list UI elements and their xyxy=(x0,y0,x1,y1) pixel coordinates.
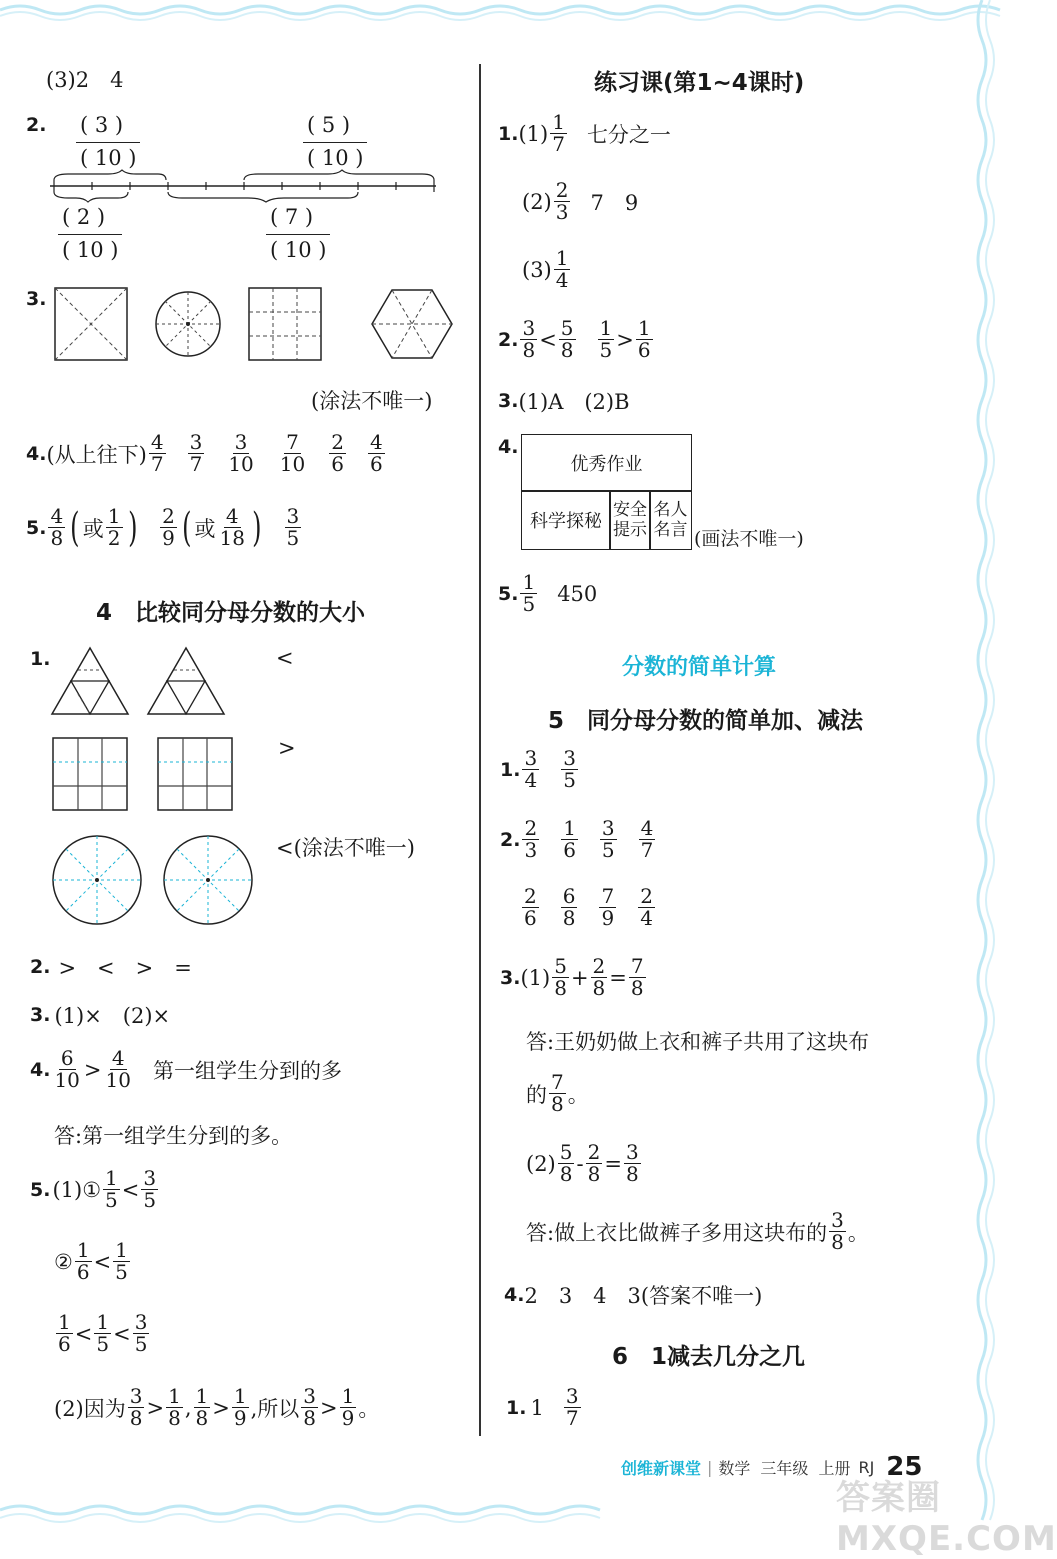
s4q4-text: 第一组学生分到的多 xyxy=(152,1058,342,1083)
column-divider xyxy=(479,64,481,1436)
s5q1-frac: $\frac{3}{5}$ xyxy=(563,746,576,792)
s4q5-p2: ② xyxy=(54,1249,73,1274)
rq1-p2: (2) xyxy=(522,189,552,214)
s4q5-p3: (2)因为 xyxy=(54,1396,126,1421)
section4-title: 4 比较同分母分数的大小 xyxy=(96,600,366,626)
s5q2-number: 2. xyxy=(500,828,521,851)
s4q5-frac: $\frac{1}{5}$ xyxy=(115,1238,128,1284)
q5-frac: $\frac{2}{9}$ xyxy=(162,504,175,550)
circle-eighths-right xyxy=(164,836,252,924)
q5-or: 或 xyxy=(82,516,104,541)
rq1-row-3 xyxy=(522,248,572,291)
square-diagonals-shape xyxy=(55,288,127,360)
s4q2-number: 2. xyxy=(30,956,51,978)
q4-frac: $\frac{2}{6}$ xyxy=(331,430,344,476)
s4q5-row-4 xyxy=(54,1386,379,1429)
s5q2-frac: $\frac{2}{3}$ xyxy=(524,816,538,862)
s5q3-p2: (2) xyxy=(526,1151,556,1176)
s5q3-frac: $\frac{7}{8}$ xyxy=(551,1070,564,1116)
section6-title: 6 1减去几分之几 xyxy=(612,1344,806,1370)
s4q4-frac: $\frac{6}{10}$ xyxy=(54,1046,80,1092)
s4q5-gt: > xyxy=(146,1395,165,1420)
s5q3-answer-1: 答:王奶奶做上衣和裤子共用了这块布 xyxy=(526,1030,870,1054)
s5q2-frac: $\frac{2}{6}$ xyxy=(524,884,537,930)
q5-or: 或 xyxy=(194,516,216,541)
s5q3-frac: $\frac{2}{8}$ xyxy=(587,1140,601,1186)
rq4-cell-2: 安全提示 xyxy=(609,490,651,550)
rq1-number: 1. xyxy=(498,122,519,145)
triangle-quarters-right xyxy=(148,648,224,714)
s5q2-row-1 xyxy=(500,818,657,861)
q5-row: 5. $\frac{4}{8}$ ( 或 $\frac{1}{2}$ ) $\frac{2}{9}$ ( 或 $\frac{4}{18}$ ) $\frac{3}{5}$ xyxy=(26,504,300,551)
rq1-row-2 xyxy=(522,180,638,223)
footer-subject: 数学 xyxy=(718,1458,751,1478)
q2-bot-a-num: ( 2 ) xyxy=(58,202,122,235)
s5q4-text: 2 3 4 3(答案不唯一) xyxy=(524,1284,763,1308)
s5q3-row-2 xyxy=(526,1142,643,1185)
page-number: 25 xyxy=(886,1452,923,1482)
practice-title: 练习课(第1~4课时) xyxy=(594,70,805,96)
s4q4-row xyxy=(30,1048,342,1091)
q4-frac: $\frac{4}{6}$ xyxy=(369,430,383,476)
s4q4-number: 4. xyxy=(30,1058,51,1081)
footer-grade: 三年级 xyxy=(760,1458,809,1478)
s4q5-row-2 xyxy=(54,1240,132,1283)
rq2-lt: < xyxy=(539,327,557,352)
q2-number: 2. xyxy=(26,114,47,136)
q2-top-b xyxy=(303,110,367,174)
s5q3-answer-1b xyxy=(526,1072,589,1115)
s4q5-lt: < xyxy=(74,1321,93,1346)
rq2-frac: $\frac{3}{8}$ xyxy=(522,316,536,362)
q4-row xyxy=(26,432,387,475)
circle-eighths-left xyxy=(53,836,141,924)
q2-top-b-num: ( 5 ) xyxy=(303,110,367,143)
q4-prefix: (从上往下) xyxy=(46,442,147,467)
s5q2-frac: $\frac{3}{5}$ xyxy=(601,816,615,862)
rect-grid-shapes xyxy=(52,736,236,812)
s5q3-ans2: 答:做上衣比做裤子多用这块布的 xyxy=(526,1220,828,1245)
s5q3-frac: $\frac{5}{8}$ xyxy=(554,954,567,1000)
s5q1-number: 1. xyxy=(500,758,521,781)
s4q5-frac: $\frac{3}{8}$ xyxy=(303,1384,317,1430)
s5q3-number: 3. xyxy=(500,966,521,989)
q5-frac: $\frac{4}{8}$ xyxy=(50,504,64,550)
s4q4-frac: $\frac{4}{10}$ xyxy=(105,1046,131,1092)
s4q5-frac: $\frac{1}{5}$ xyxy=(105,1166,118,1212)
rq4-cell-3: 名人名言 xyxy=(649,490,692,550)
q2-top-a-num: ( 3 ) xyxy=(76,110,140,143)
q2-top-a xyxy=(76,110,140,174)
s5q2-frac: $\frac{2}{4}$ xyxy=(640,884,653,930)
q4-frac: $\frac{4}{7}$ xyxy=(150,430,164,476)
rect-grid-left xyxy=(53,738,127,810)
s5q3-answer-2 xyxy=(526,1210,869,1253)
s4q5-frac: $\frac{3}{5}$ xyxy=(134,1310,148,1356)
s4q3-number: 3. xyxy=(30,1004,51,1026)
footer-edition: RJ xyxy=(858,1457,875,1477)
q5-frac: $\frac{4}{18}$ xyxy=(219,504,245,550)
s5q3-frac: $\frac{7}{8}$ xyxy=(630,954,644,1000)
rq3-text: (1)A (2)B xyxy=(518,390,630,414)
s5q2-frac: $\frac{7}{9}$ xyxy=(601,884,615,930)
rq5-frac: $\frac{1}{5}$ xyxy=(522,570,536,616)
triangle-shapes xyxy=(52,646,232,718)
rq5-row xyxy=(498,572,597,615)
q2-bot-b-num: ( 7 ) xyxy=(266,202,330,235)
s4q5-frac: $\frac{3}{5}$ xyxy=(143,1166,157,1212)
s4q5-number: 5. xyxy=(30,1178,51,1201)
rq1-frac: $\frac{2}{3}$ xyxy=(555,178,569,224)
s4q1-number: 1. xyxy=(30,648,51,670)
rect-grid-right xyxy=(158,738,232,810)
q3-number: 3. xyxy=(26,288,47,310)
rq1-frac: $\frac{1}{7}$ xyxy=(552,110,565,156)
s5q3-eq: = xyxy=(609,965,627,990)
s4q5-lt: < xyxy=(113,1321,131,1346)
rq4-cell-1: 科学探秘 xyxy=(521,490,611,550)
s4q5-row-3 xyxy=(54,1312,151,1355)
s4q5-p1: (1)① xyxy=(52,1177,102,1202)
s4q5-lt: < xyxy=(93,1249,112,1274)
rq1-row-1 xyxy=(498,112,671,155)
q2-bot-a xyxy=(58,202,122,266)
triangle-quarters-left xyxy=(52,648,128,714)
footer-brand: 创维新课堂 xyxy=(621,1458,702,1478)
s4q5-so: ,所以 xyxy=(250,1396,300,1421)
s5q2-frac: $\frac{1}{6}$ xyxy=(563,816,576,862)
q4-frac: $\frac{3}{7}$ xyxy=(189,430,203,476)
s5q3-frac: $\frac{3}{8}$ xyxy=(625,1140,639,1186)
s4q4-gt: > xyxy=(83,1057,102,1082)
rq2-frac: $\frac{5}{8}$ xyxy=(560,316,574,362)
square-grid-shape xyxy=(249,288,321,360)
q2-bot-b xyxy=(266,202,330,266)
circle-eighths-shape xyxy=(156,292,220,356)
hexagon-sixths-shape xyxy=(372,290,452,358)
q4-number: 4. xyxy=(26,442,47,465)
q2-top-a-den: ( 10 ) xyxy=(80,145,137,170)
s5q3-minus: - xyxy=(576,1151,584,1176)
q5-number: 5. xyxy=(26,516,47,539)
s4q1-result-3: <(涂法不唯一) xyxy=(276,836,415,860)
s5q4-row xyxy=(504,1280,762,1310)
s4q5-end: 。 xyxy=(358,1396,380,1421)
s5q2-frac: $\frac{6}{8}$ xyxy=(562,884,576,930)
q2-bot-a-den: ( 10 ) xyxy=(62,237,119,262)
s4q5-frac: $\frac{1}{6}$ xyxy=(58,1310,71,1356)
s4q5-gt: > xyxy=(212,1395,230,1420)
rq2-frac: $\frac{1}{6}$ xyxy=(637,316,651,362)
cyan-section-title: 分数的简单计算 xyxy=(622,655,777,680)
rq2-row xyxy=(498,318,655,361)
s5q3-frac: $\frac{3}{8}$ xyxy=(831,1208,844,1254)
rq1-text-1: 七分之一 xyxy=(586,122,671,147)
s4q5-frac: $\frac{1}{9}$ xyxy=(341,1384,355,1430)
q2-bot-b-den: ( 10 ) xyxy=(270,237,327,262)
answer-line-3: (3)2 4 xyxy=(46,68,124,92)
rq2-frac: $\frac{1}{5}$ xyxy=(599,316,613,362)
s5q3-row-1 xyxy=(500,956,648,999)
q3-shapes xyxy=(54,286,454,362)
rq5-number: 5. xyxy=(498,582,519,605)
footer-volume: 上册 xyxy=(818,1458,851,1478)
s4q1-result-2: > xyxy=(278,736,296,760)
s6q1-frac: $\frac{3}{7}$ xyxy=(565,1384,579,1430)
s4q5-frac: $\frac{3}{8}$ xyxy=(129,1384,143,1430)
s5q3-frac: $\frac{2}{8}$ xyxy=(592,954,606,1000)
s4q5-lt: < xyxy=(121,1177,140,1202)
s6q1-row xyxy=(506,1386,583,1429)
page-footer: 创维新课堂 | 数学 三年级 上册 RJ 25 xyxy=(621,1452,923,1482)
rq4-number: 4. xyxy=(498,436,519,458)
s4q5-frac: $\frac{1}{9}$ xyxy=(233,1384,247,1430)
rq1-frac: $\frac{1}{4}$ xyxy=(555,246,569,292)
s4q5-frac: $\frac{1}{5}$ xyxy=(96,1310,110,1356)
s5q3-ans2end: 。 xyxy=(847,1220,869,1245)
rq1-text-2: 7 9 xyxy=(590,190,639,215)
s6q1-text: 1 xyxy=(530,1395,544,1420)
s5q3-ans1b: 的 xyxy=(526,1082,547,1107)
rq2-number: 2. xyxy=(498,328,519,351)
s5q1-row xyxy=(500,748,580,791)
rq4-top-box: 优秀作业 xyxy=(521,434,692,492)
q3-note: (涂法不唯一) xyxy=(311,389,433,413)
s5q2-row-2 xyxy=(520,886,657,929)
s5q3-p1: (1) xyxy=(520,965,551,990)
s6q1-number: 1. xyxy=(506,1396,527,1419)
right-wave-border xyxy=(960,0,1000,1536)
q4-frac: $\frac{3}{10}$ xyxy=(228,430,254,476)
section5-title: 5 同分母分数的简单加、减法 xyxy=(548,708,864,734)
top-wave-border xyxy=(0,0,1000,22)
s4q5-comma: , xyxy=(184,1395,192,1420)
rq3-number: 3. xyxy=(498,390,519,412)
rq4-note: (画法不唯一) xyxy=(694,528,804,550)
s4q5-gt: > xyxy=(320,1395,338,1420)
s4q2-text: > < > = xyxy=(58,956,192,980)
rq2-gt: > xyxy=(616,327,634,352)
s5q4-number: 4. xyxy=(504,1284,525,1306)
q2-number-line xyxy=(48,170,440,202)
circle-shapes xyxy=(52,834,256,926)
q4-frac: $\frac{7}{10}$ xyxy=(279,430,306,476)
s4q3-text: (1)× (2)× xyxy=(54,1004,171,1028)
s4q3-row xyxy=(30,1000,170,1030)
s5q1-frac: $\frac{3}{4}$ xyxy=(524,746,538,792)
s5q3-frac: $\frac{5}{8}$ xyxy=(559,1140,573,1186)
rq1-p3: (3) xyxy=(522,257,552,282)
s4q5-row-1 xyxy=(30,1168,160,1211)
s4q5-frac: $\frac{1}{8}$ xyxy=(168,1384,181,1430)
s4q4-answer: 答:第一组学生分到的多。 xyxy=(54,1124,293,1148)
s5q3-eq: = xyxy=(604,1151,622,1176)
rq5-text: 450 xyxy=(557,581,598,606)
s5q3-plus: + xyxy=(570,965,589,990)
q5-frac: $\frac{3}{5}$ xyxy=(286,504,300,550)
s4q5-frac: $\frac{1}{8}$ xyxy=(195,1384,209,1430)
rq3-row xyxy=(498,386,630,416)
watermark-logo: 答案圈 MXQE.COM xyxy=(836,1478,1057,1559)
s4q1-result-1: < xyxy=(276,646,294,670)
q5-frac: $\frac{1}{2}$ xyxy=(107,504,121,550)
q2-top-b-den: ( 10 ) xyxy=(307,145,364,170)
s4q5-frac: $\frac{1}{6}$ xyxy=(76,1238,90,1284)
rq1-p1: (1) xyxy=(518,121,549,146)
s5q2-frac: $\frac{4}{7}$ xyxy=(640,816,654,862)
s5q3-ans1end: 。 xyxy=(567,1082,589,1107)
s4q2-row xyxy=(30,952,192,982)
